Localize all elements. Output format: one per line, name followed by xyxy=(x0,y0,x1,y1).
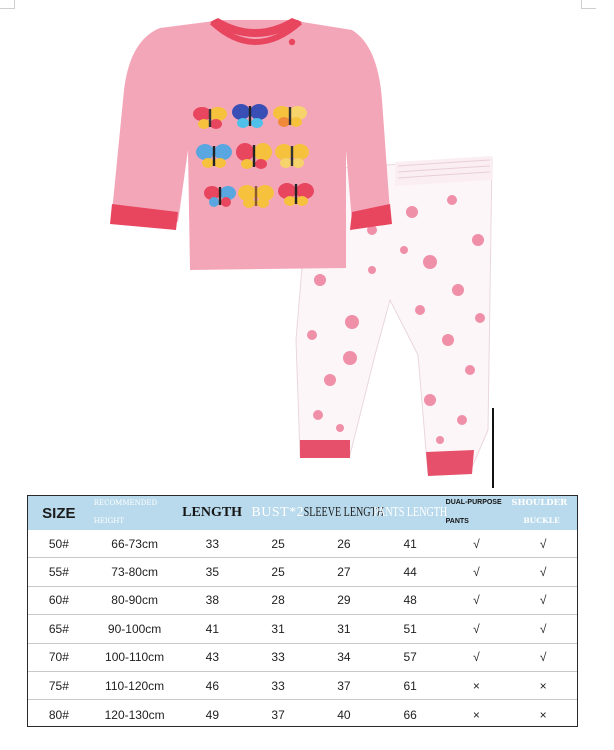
cell-bust: 33 xyxy=(271,678,285,693)
cell-dual-purpose: × xyxy=(472,707,480,722)
cell-pants: 66 xyxy=(403,707,417,722)
cell-bust: 37 xyxy=(271,707,285,722)
table-row xyxy=(28,530,577,558)
cell-length: 35 xyxy=(205,565,220,580)
cell-height: 90-100cm xyxy=(107,621,162,636)
size-chart-table xyxy=(27,495,578,727)
table-row xyxy=(28,672,577,700)
cell-size: 50# xyxy=(48,536,69,551)
cell-shoulder-buckle: √ xyxy=(539,565,547,580)
cell-length: 33 xyxy=(205,536,220,551)
cell-sleeve: 29 xyxy=(337,593,351,608)
header-pants-length: PANTS LENGTH xyxy=(373,505,448,520)
cell-pants: 48 xyxy=(403,593,417,608)
cell-bust: 25 xyxy=(271,565,285,580)
header-shoulder-line1: SHOULDER xyxy=(511,498,568,508)
corner-mark-right xyxy=(581,0,596,9)
cell-dual-purpose: √ xyxy=(473,621,480,636)
cell-length: 41 xyxy=(205,621,220,636)
cell-size: 65# xyxy=(48,621,69,636)
header-height-line2: HEIGHT xyxy=(93,517,125,525)
cell-bust: 28 xyxy=(271,593,285,608)
header-size: SIZE xyxy=(42,504,76,522)
cell-length: 43 xyxy=(205,650,220,665)
header-sleeve-length: SLEEVE LENGTH xyxy=(303,505,384,520)
product-image xyxy=(100,8,500,483)
cell-shoulder-buckle: √ xyxy=(539,621,547,636)
cell-size: 80# xyxy=(48,707,69,722)
cell-shoulder-buckle: √ xyxy=(539,650,547,665)
cell-height: 80-90cm xyxy=(111,593,158,608)
cell-size: 70# xyxy=(48,650,69,665)
table-row xyxy=(28,558,577,586)
cell-shoulder-buckle: × xyxy=(539,707,547,722)
table-row xyxy=(28,644,577,672)
cell-dual-purpose: √ xyxy=(473,536,480,551)
cell-length: 46 xyxy=(205,678,220,693)
cell-dual-purpose: × xyxy=(472,678,480,693)
cell-height: 66-73cm xyxy=(111,536,158,551)
cell-shoulder-buckle: √ xyxy=(539,593,547,608)
cell-dual-purpose: √ xyxy=(473,593,480,608)
cell-sleeve: 27 xyxy=(337,565,351,580)
cell-bust: 31 xyxy=(271,621,285,636)
cell-height: 110-120cm xyxy=(105,678,165,693)
cell-sleeve: 40 xyxy=(337,707,351,722)
cell-size: 60# xyxy=(48,593,69,608)
header-bust: BUST*2 xyxy=(251,505,305,520)
cell-height: 73-80cm xyxy=(111,565,158,580)
table-row xyxy=(28,615,577,643)
measurement-line xyxy=(492,408,494,488)
header-length: LENGTH xyxy=(182,505,243,520)
butterfly-prints xyxy=(193,104,314,208)
header-dual-purpose-line1: DUAL-PURPOSE xyxy=(445,499,502,506)
cell-size: 55# xyxy=(48,565,69,580)
cell-size: 75# xyxy=(48,678,69,693)
cell-dual-purpose: √ xyxy=(473,565,480,580)
table-row xyxy=(28,700,577,727)
cell-bust: 25 xyxy=(271,536,285,551)
cell-height: 120-130cm xyxy=(104,707,165,722)
table-header xyxy=(28,496,577,530)
cell-length: 49 xyxy=(205,707,220,722)
cell-sleeve: 34 xyxy=(337,650,351,665)
cell-pants: 57 xyxy=(403,650,417,665)
cell-pants: 51 xyxy=(403,621,417,636)
cell-length: 38 xyxy=(205,593,220,608)
cell-dual-purpose: √ xyxy=(473,650,480,665)
cell-height: 100-110cm xyxy=(105,650,165,665)
header-shoulder-line2: BUCKLE xyxy=(523,516,560,525)
corner-mark-left xyxy=(0,0,15,9)
cell-bust: 33 xyxy=(271,650,285,665)
cell-pants: 44 xyxy=(403,565,417,580)
cell-shoulder-buckle: √ xyxy=(539,536,547,551)
cell-sleeve: 31 xyxy=(337,621,351,636)
cell-pants: 61 xyxy=(403,678,417,693)
cell-pants: 41 xyxy=(403,536,417,551)
cell-sleeve: 26 xyxy=(337,536,351,551)
header-dual-purpose-line2: PANTS xyxy=(445,518,469,525)
table-row xyxy=(28,587,577,615)
cell-shoulder-buckle: × xyxy=(539,678,547,693)
header-height-line1: RECOMMENDED xyxy=(93,499,158,507)
cell-sleeve: 37 xyxy=(337,678,351,693)
